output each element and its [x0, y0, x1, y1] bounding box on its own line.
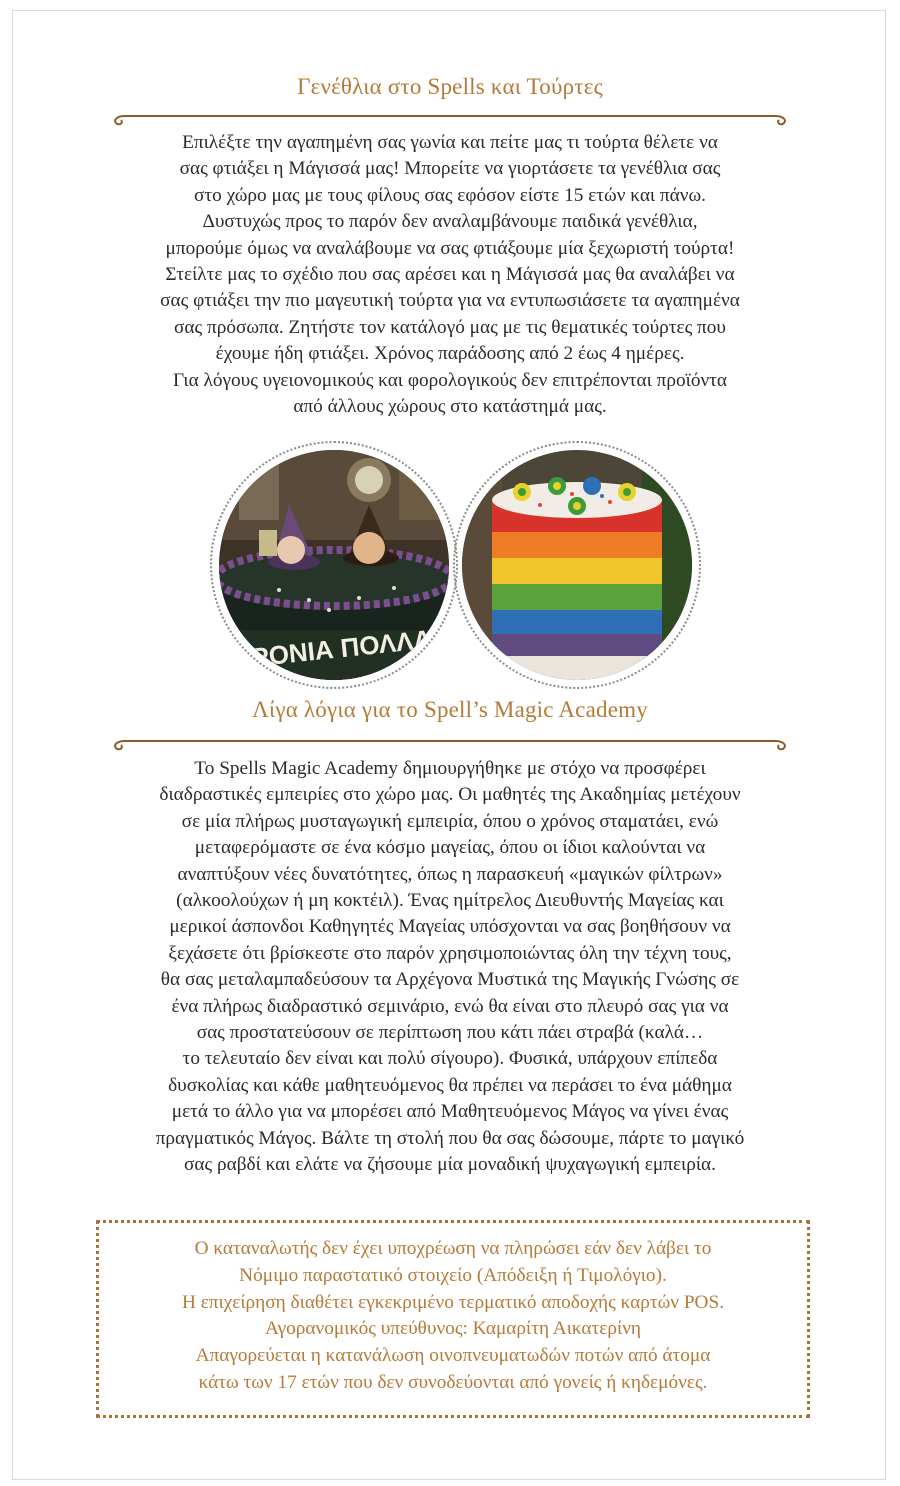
- text-line: διαδραστικές εμπειρίες στο χώρο μας. Οι μαθητές της Ακαδημίας μετέχουν: [159, 784, 741, 806]
- text-line: σας φτιάξει η Μάγισσά μας! Μπορείτε να γιορτάσετε τα γενέθλια σας: [179, 158, 721, 180]
- text-line: το τελευταίο δεν είναι και πολύ σίγουρο). Φυσικά, υπάρχουν επίπεδα: [182, 1048, 718, 1070]
- birthday-paragraph: [60, 130, 840, 420]
- text-line: σας ραβδί και ελάτε να ζήσουμε μία μοναδική ψυχαγωγική εμπειρία.: [184, 1154, 716, 1176]
- text-line: μπορούμε όμως να αναλάβουμε να σας φτιάξουμε μία ξεχωριστή τούρτα!: [165, 237, 735, 259]
- notice-line: Νόμιμο παραστατικό στοιχείο (Απόδειξη ή Τιμολόγιο).: [239, 1264, 667, 1286]
- text-line: Το Spells Magic Academy δημιουργήθηκε με στόχο να προσφέρει: [194, 758, 706, 779]
- ornamental-divider: [107, 108, 793, 128]
- text-line: από άλλους χώρους στο κατάστημά μας.: [293, 396, 607, 418]
- text-line: σας προστατεύσουν σε περίπτωση που κάτι πάει στραβά (καλά…: [196, 1022, 704, 1044]
- text-line: σας φτιάξει την πιο μαγευτική τούρτα για να εντυπωσιάσετε τα αγαπημένα: [160, 290, 740, 312]
- text-line: ένα πλήρως διαδραστικό σεμινάριο, ενώ θα είναι στο πλευρό σας για να: [171, 995, 729, 1017]
- legal-notice-text: [96, 1236, 810, 1397]
- text-line: Για λόγους υγειονομικούς και φορολογικούς δεν επιτρέπονται προϊόντα: [172, 369, 728, 391]
- notice-line: Η επιχείρηση διαθέτει εγκεκριμένο τερματικό αποδοχής καρτών POS.: [181, 1291, 725, 1313]
- notice-line: Ο καταναλωτής δεν έχει υποχρέωση να πληρώσει εάν δεν λάβει το: [194, 1238, 712, 1259]
- text-line: μετά το άλλο για να μπορέσει από Μαθητευόμενος Μάγος να γίνει ένας: [171, 1101, 729, 1123]
- academy-section-title: Λίγα λόγια για το Spell’s Magic Academy: [252, 697, 648, 722]
- text-line: μερικοί άσπονδοι Καθηγητές Μαγείας υπόσχονται να σας βοηθήσουν να: [169, 916, 731, 938]
- ornamental-divider: [107, 733, 793, 753]
- text-line: πραγματικός Μάγος. Βάλτε τη στολή που θα σας δώσουμε, πάρτε το μαγικό: [155, 1127, 745, 1149]
- text-line: μεταφερόμαστε σε ένα κόσμο μαγείας, όπου οι ίδιοι καλούνται να: [194, 837, 706, 859]
- text-line: στο χώρο μας με τους φίλους σας εφόσον είστε 15 ετών και πάνω.: [194, 184, 706, 206]
- text-line: αναπτύξουν νέες δυνατότητες, όπως η παρασκευή «μαγικών φίλτρων»: [177, 863, 723, 885]
- text-line: δυσκολίας και κάθε μαθητευόμενος θα πρέπει να περάσει το ένα μάθημα: [168, 1074, 732, 1096]
- rainbow-cake-photo: [462, 450, 692, 680]
- text-line: ξεχάσετε ότι βρίσκεστε στο παρόν χρησιμοποιώντας όλη την τέχνη τους,: [168, 942, 732, 964]
- witch-cake-photo: [219, 450, 449, 680]
- text-line: Επιλέξτε την αγαπημένη σας γωνία και πείτε μας τι τούρτα θέλετε να: [182, 132, 718, 153]
- birthday-section-title: Γενέθλια στο Spells και Τούρτες: [297, 74, 603, 99]
- text-line: (αλκοολούχων ή μη κοκτέιλ). Ένας ημίτρελος Διευθυντής Μαγείας και: [176, 890, 724, 912]
- notice-line: Απαγορεύεται η κατανάλωση οινοπνευματωδών ποτών από άτομα: [195, 1345, 711, 1367]
- text-line: σας πρόσωπα. Ζητήστε τον κατάλογό μας με τις θεματικές τούρτες που: [174, 316, 726, 338]
- text-line: Στείλτε μας το σχέδιο που σας αρέσει και η Μάγισσά μας θα αναλάβει να: [165, 264, 735, 286]
- academy-paragraph: [60, 756, 840, 1179]
- text-line: Δυστυχώς προς το παρόν δεν αναλαμβάνουμε παιδικά γενέθλια,: [202, 211, 698, 233]
- notice-line: Αγορανομικός υπεύθυνος: Καμαρίτη Αικατερίνη: [265, 1318, 641, 1340]
- cake-lettering: ΧΡΟΝΙΑ ΠΟΛΛΑ: [232, 623, 434, 675]
- text-line: θα σας μεταλαμπαδεύσουν τα Αρχέγονα Μυστικά της Μαγικής Γνώσης σε: [160, 969, 740, 991]
- notice-line: κάτω των 17 ετών που δεν συνοδεύονται από γονείς ή κηδεμόνες.: [198, 1371, 708, 1393]
- text-line: έχουμε ήδη φτιάξει. Χρόνος παράδοσης από 2 έως 4 ημέρες.: [215, 343, 685, 365]
- text-line: σε μία πλήρως μυσταγωγική εμπειρία, όπου ο χρόνος σταματάει, ενώ: [181, 810, 719, 832]
